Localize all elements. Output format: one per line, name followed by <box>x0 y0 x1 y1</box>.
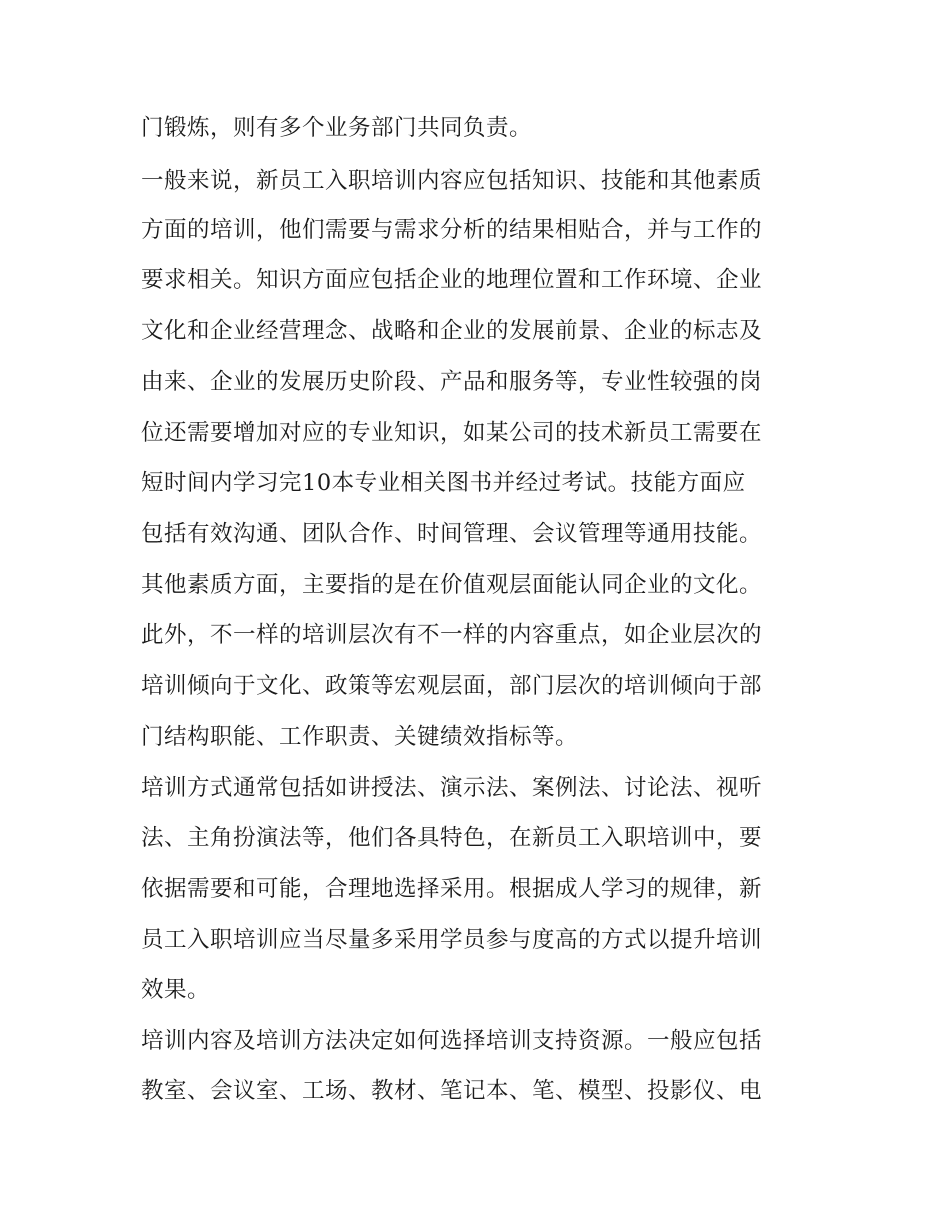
text-line: 培训倾向于文化、政策等宏观层面，部门层次的培训倾向于部 <box>141 673 763 699</box>
text-line: 门锻炼，则有多个业务部门共同负责。 <box>141 115 533 141</box>
text-line: 方面的培训，他们需要与需求分析的结果相贴合，并与工作的 <box>141 217 763 243</box>
text-line: 由来、企业的发展历史阶段、产品和服务等，专业性较强的岗 <box>141 369 763 395</box>
text-line: 短时间内学习完10本专业相关图书并经过考试。技能方面应 <box>141 470 746 496</box>
text-line: 一般来说，新员工入职培训内容应包括知识、技能和其他素质 <box>141 168 763 194</box>
text-line: 法、主角扮演法等，他们各具特色，在新员工入职培训中，要 <box>141 825 763 851</box>
text-line: 培训方式通常包括如讲授法、演示法、案例法、讨论法、视听 <box>141 775 763 801</box>
text-line: 效果。 <box>141 977 211 1003</box>
text-line: 依据需要和可能，合理地选择采用。根据成人学习的规律，新 <box>141 876 763 902</box>
text-line: 包括有效沟通、团队合作、时间管理、会议管理等通用技能。 <box>141 521 763 547</box>
text-line: 此外，不一样的培训层次有不一样的内容重点，如企业层次的 <box>141 622 763 648</box>
text-line: 其他素质方面，主要指的是在价值观层面能认同企业的文化。 <box>141 572 763 598</box>
text-line: 要求相关。知识方面应包括企业的地理位置和工作环境、企业 <box>141 267 763 293</box>
text-line: 培训内容及培训方法决定如何选择培训支持资源。一般应包括 <box>141 1028 763 1054</box>
text-line: 文化和企业经营理念、战略和企业的发展前景、企业的标志及 <box>141 318 763 344</box>
text-line: 教室、会议室、工场、教材、笔记本、笔、模型、投影仪、电 <box>141 1078 763 1104</box>
text-line: 位还需要增加对应的专业知识，如某公司的技术新员工需要在 <box>141 420 763 446</box>
text-line: 门结构职能、工作职责、关键绩效指标等。 <box>141 724 579 750</box>
text-line: 员工入职培训应当尽量多采用学员参与度高的方式以提升培训 <box>141 927 763 953</box>
